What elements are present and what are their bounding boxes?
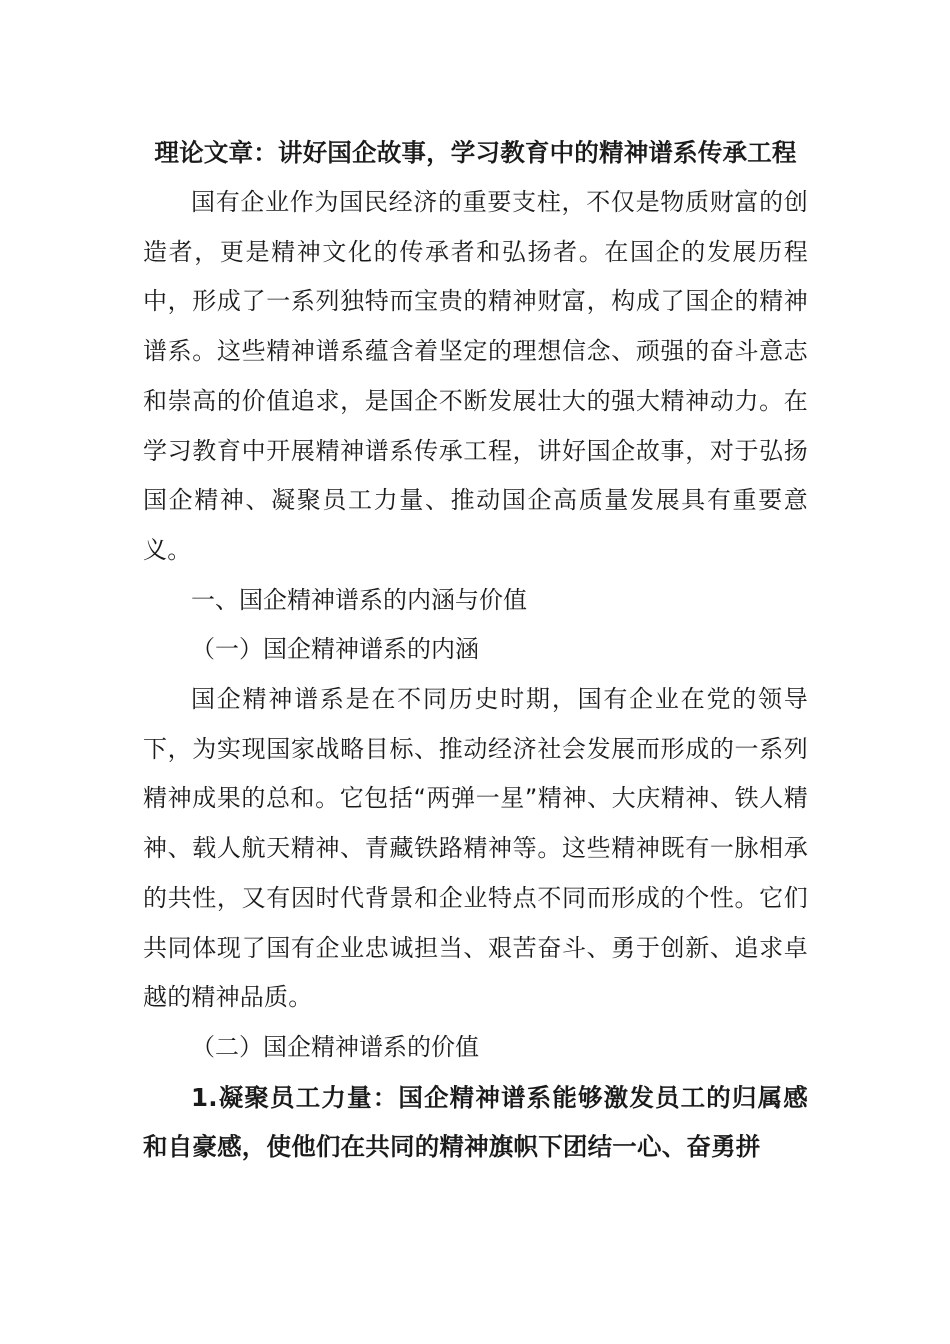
subsection-heading-2: （二）国企精神谱系的价值 [191,1032,479,1061]
section-heading-1: 一、国企精神谱系的内涵与价值 [191,585,527,614]
subsection-heading-1: （一）国企精神谱系的内涵 [191,635,479,664]
subsection-1-paragraph: 国企精神谱系是在不同历史时期，国有企业在党的领导下，为实现国家战略目标、推动经济社会发展而形成的一系列精神成果的总和。它包括“两弹一星”精神、大庆精神、铁人精神、载人航天精神、青藏铁路精神等。这些精神既有一脉相承的共性，又有因时代背景和企业特点不同而形成的个性。它们共同体现了国有企业忠诚担当、艰苦奋斗、勇于创新、追求卓越的精神品质。 [143,685,808,1012]
intro-paragraph: 国有企业作为国民经济的重要支柱，不仅是物质财富的创造者，更是精神文化的传承者和弘扬者。在国企的发展历程中，形成了一系列独特而宝贵的精神财富，构成了国企的精神谱系。这些精神谱系蕴含着坚定的理想信念、顽强的奋斗意志和崇高的价值追求，是国企不断发展壮大的强大精神动力。在学习教育中开展精神谱系传承工程，讲好国企故事，对于弘扬国企精神、凝聚员工力量、推动国企高质量发展具有重要意义。 [143,188,808,564]
point-1-paragraph: 1.凝聚员工力量：国企精神谱系能够激发员工的归属感和自豪感，使他们在共同的精神旗帜下团结一心、奋勇拼 [143,1082,808,1162]
document-title: 理论文章：讲好国企故事，学习教育中的精神谱系传承工程 [154,138,797,167]
document-page [143,128,808,1172]
